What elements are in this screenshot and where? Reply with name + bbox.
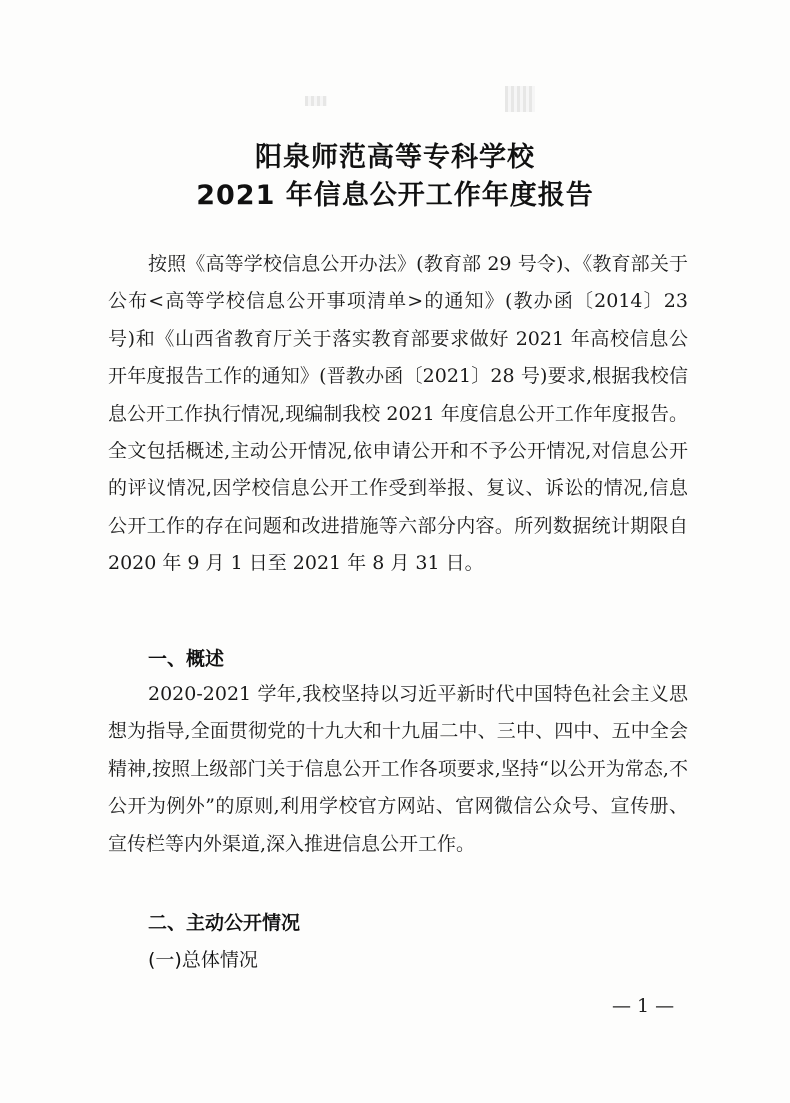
scan-artifact xyxy=(505,86,535,112)
section1-heading: 一、概述 xyxy=(148,648,225,670)
section1-paragraph: 2020-2021 学年,我校坚持以习近平新时代中国特色社会主义思想为指导,全面贯彻党的十九大和十九届二中、三中、四中、五中全会精神,按照上级部门关于信息公开工作各项要求,坚持“以公开为常态,不公开为例外”的原则,利用学校官方网站、官网微信公众号、宣传册、宣传栏等内外渠道,深入推进信息公开工作。 xyxy=(108,683,688,855)
document-title-line1: 阳泉师范高等专科学校 xyxy=(255,142,535,173)
section2-subheading: (一)总体情况 xyxy=(148,949,258,971)
intro-paragraph: 按照《高等学校信息公开办法》(教育部 29 号令)、《教育部关于公布<高等学校信息公开事项清单>的通知》(教办函〔2014〕23 号)和《山西省教育厅关于落实教育部要求做好 2021 年高校信息公开年度报告工作的通知》(晋教办函〔2021〕28 号)要求,根据我校信息公开工作执行情况,现编制我校 2021 年度信息公开工作年度报告。全文包括概述,主动公开情况,依申请公开和不予公开情况,对信息公开的评议情况,因学校信息公开工作受到举报、复议、诉讼的情况,信息公开工作的存在问题和改进措施等六部分内容。所列数据统计期限自 2020 年 9 月 1 日至 2021 年 8 月 31 日。 xyxy=(108,253,688,575)
page-number: — 1 — xyxy=(612,995,675,1017)
scan-artifact xyxy=(305,96,327,106)
section2-heading: 二、主动公开情况 xyxy=(148,912,301,934)
document-title-line2: 2021 年信息公开工作年度报告 xyxy=(196,180,594,211)
